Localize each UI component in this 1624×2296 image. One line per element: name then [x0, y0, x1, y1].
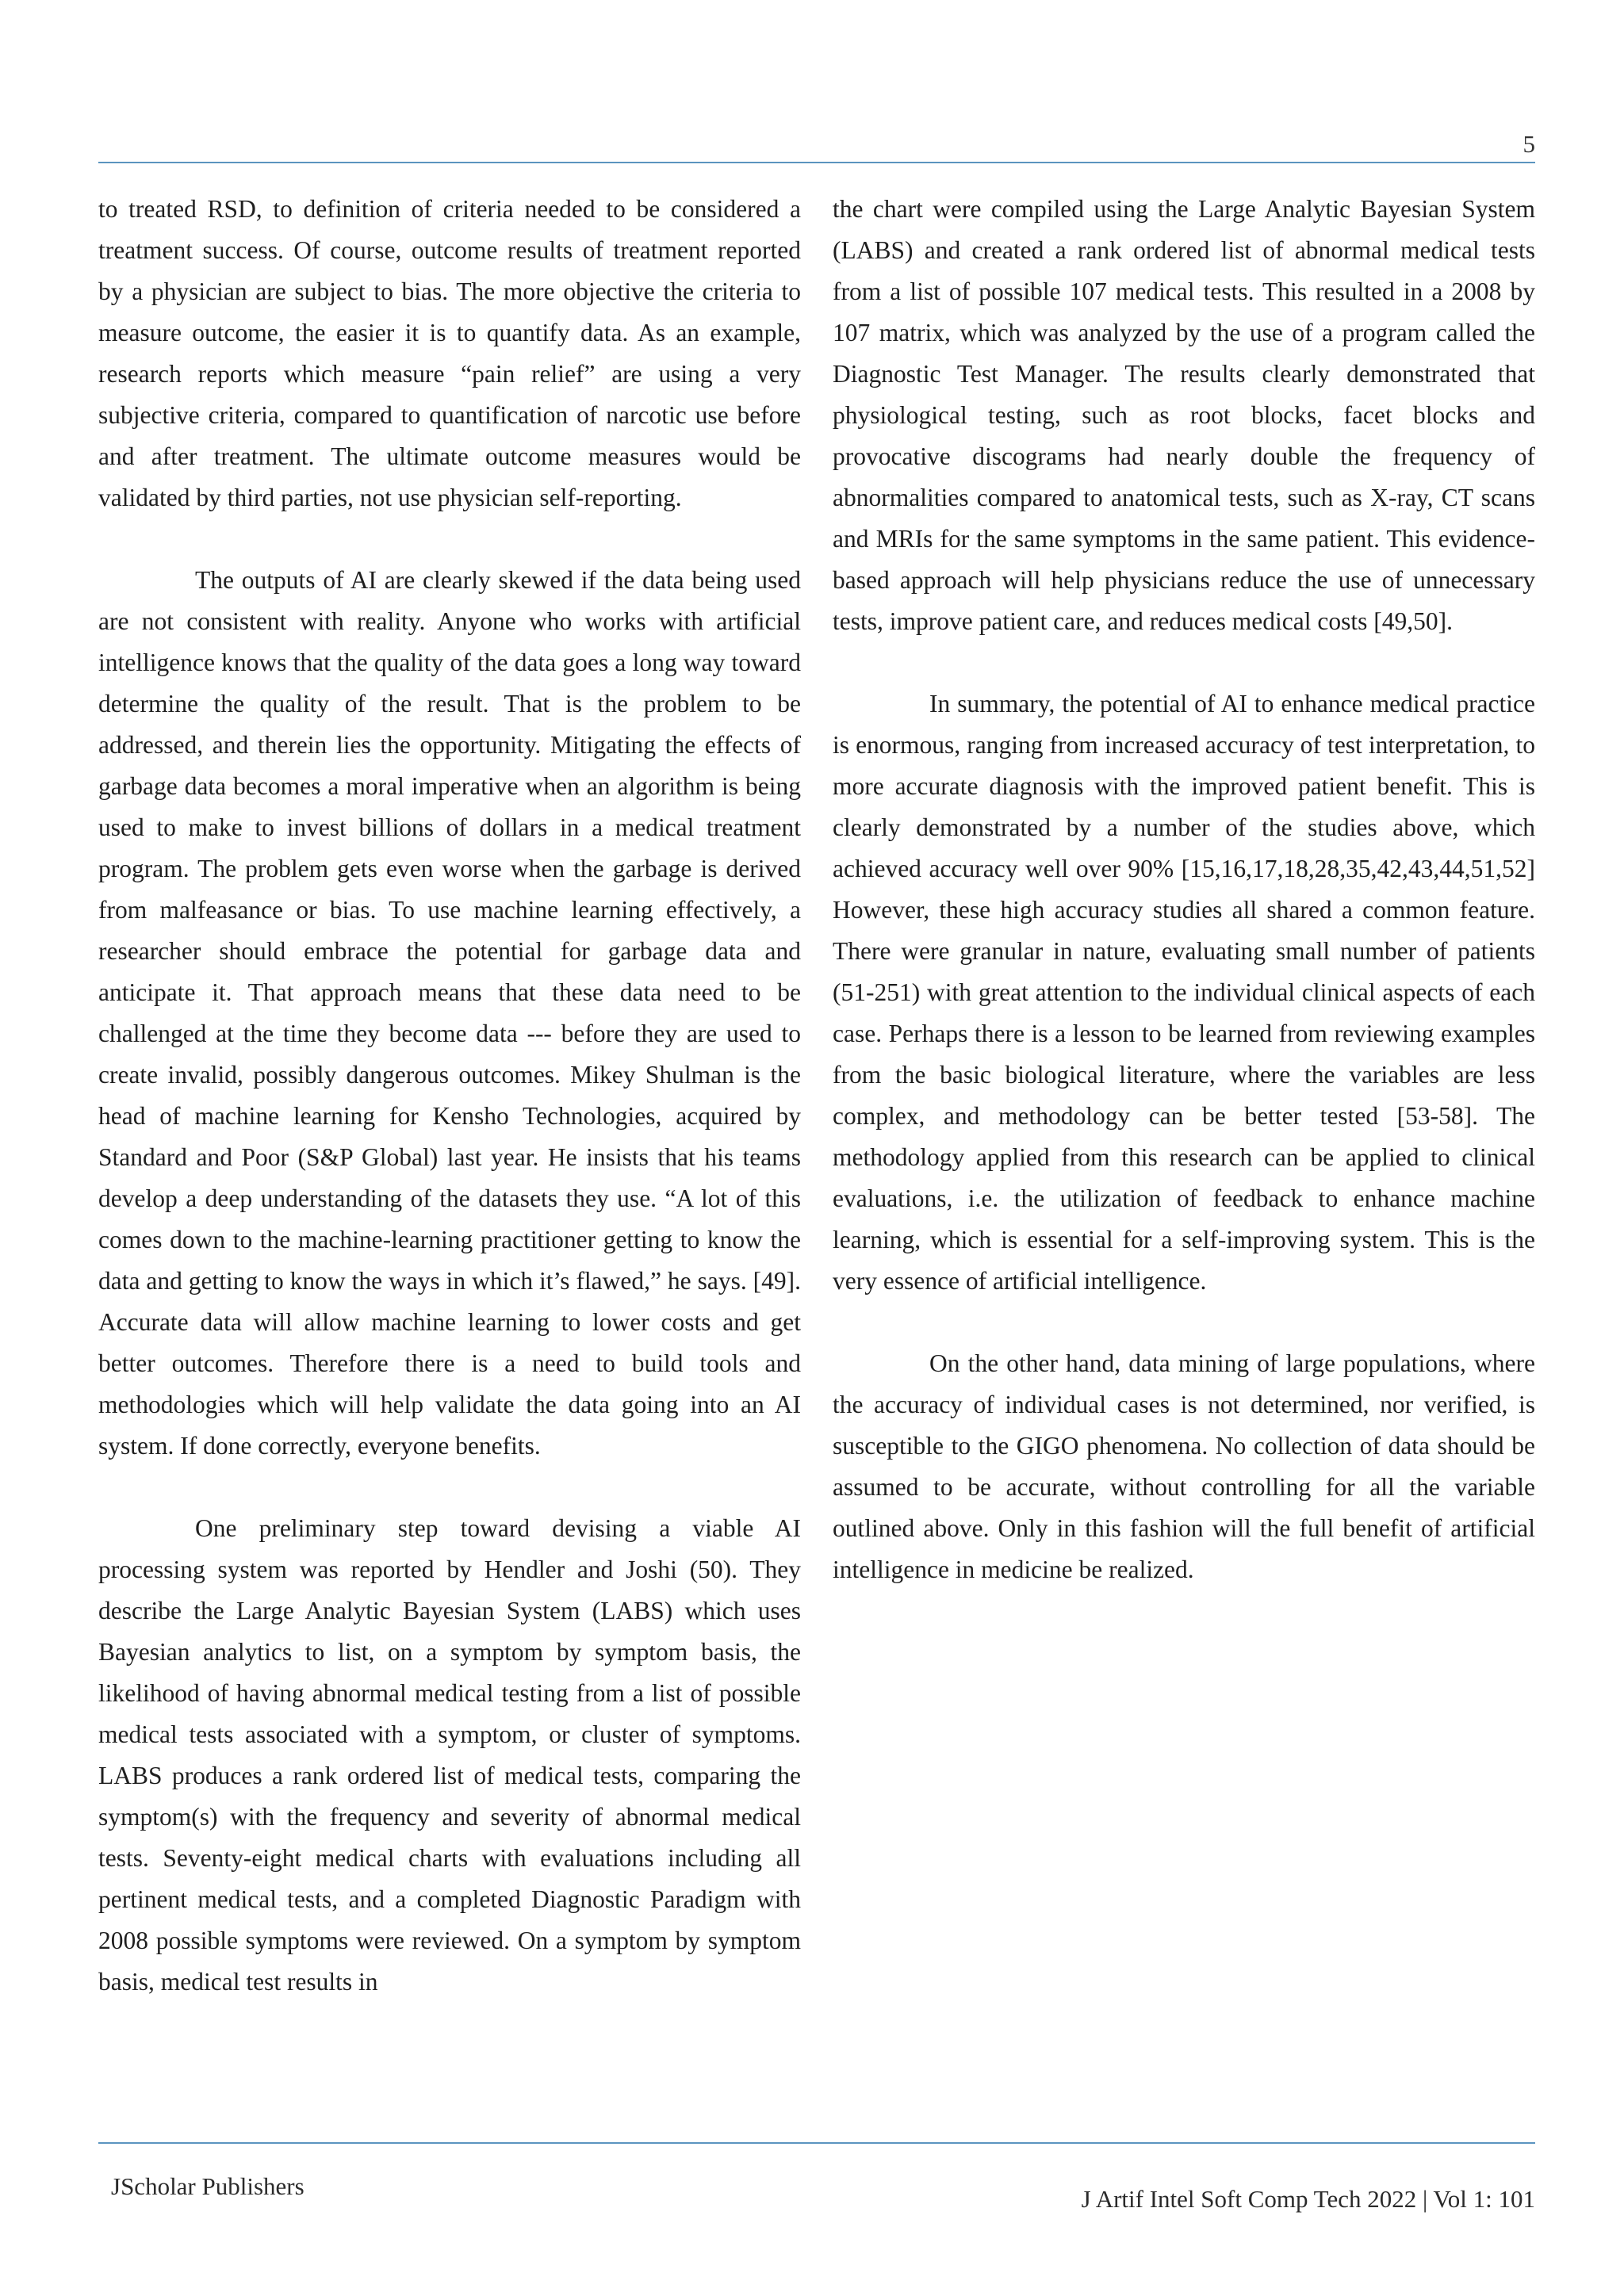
body-paragraph: to treated RSD, to definition of criteria needed to be considered a treatment success. Of course, outcome results of treatment reported by a physician are subject to bias. The more objective the criteria to measure outcome, the easier it is to quantify data. As an example, research reports which measure “pain relief” are using a very subjective criteria, compared to quantification of narcotic use before and after treatment. The ultimate outcome measures would be validated by third parties, not use physician self-reporting.	[98, 195, 801, 511]
body-paragraph: One preliminary step toward devising a viable AI processing system was reported by Hendler and Joshi (50). They describe the Large Analytic Bayesian System (LABS) which uses Bayesian analytics to list, on a symptom by symptom basis, the likelihood of having abnormal medical testing from a list of possible medical tests associated with a symptom, or cluster of symptoms. LABS produces a rank ordered list of medical tests, comparing the symptom(s) with the frequency and severity of abnormal medical tests. Seventy-eight medical charts with evaluations including all pertinent medical tests, and a completed Diagnostic Paradigm with 2008 possible symptoms were reviewed. On a symptom by symptom basis, medical test results in	[98, 1514, 801, 1996]
page-number: 5	[1522, 130, 1535, 158]
footer-rule	[98, 2142, 1535, 2144]
body-paragraph: In summary, the potential of AI to enhance medical practice is enormous, ranging from increased accuracy of test interpretation, to more accurate diagnosis with the improved patient benefit. This is clearly demonstrated by a number of the studies above, which achieved accuracy well over 90% [15,16,17,18,28,35,42,43,44,51,52] However, these high accuracy studies all shared a common feature. There were granular in nature, evaluating small number of patients (51-251) with great attention to the individual clinical aspects of each case. Perhaps there is a lesson to be learned from reviewing examples from the basic biological literature, where the variables are less complex, and methodology can be better tested [53-58]. The methodology applied from this research can be applied to clinical evaluations, i.e. the utilization of feedback to enhance machine learning, which is essential for a self-improving system. This is the very essence of artificial intelligence.	[833, 690, 1535, 1295]
body-paragraph: the chart were compiled using the Large Analytic Bayesian System (LABS) and created a rank ordered list of abnormal medical tests from a list of possible 107 medical tests. This resulted in a 2008 by 107 matrix, which was analyzed by the use of a program called the Diagnostic Test Manager. The results clearly demonstrated that physiological testing, such as root blocks, facet blocks and provocative discograms had nearly double the frequency of abnormalities compared to anatomical tests, such as X-ray, CT scans and MRIs for the same symptoms in the same patient. This evidence-based approach will help physicians reduce the use of unnecessary tests, improve patient care, and reduces medical costs [49,50].	[833, 195, 1535, 635]
footer-journal-citation: J Artif Intel Soft Comp Tech 2022 | Vol 1: 101	[1081, 2185, 1535, 2213]
right-column	[833, 189, 1535, 1590]
left-column	[98, 189, 801, 2003]
header-rule	[98, 162, 1535, 163]
footer-publisher: JScholar Publishers	[111, 2172, 304, 2200]
body-paragraph: The outputs of AI are clearly skewed if the data being used are not consistent with reality. Anyone who works with artificial intelligence knows that the quality of the data goes a long way toward determine the quality of the result. That is the problem to be addressed, and therein lies the opportunity. Mitigating the effects of garbage data becomes a moral imperative when an algorithm is being used to make to invest billions of dollars in a medical treatment program. The problem gets even worse when the garbage is derived from malfeasance or bias. To use machine learning effectively, a researcher should embrace the potential for garbage data and anticipate it. That approach means that these data need to be challenged at the time they become data --- before they are used to create invalid, possibly dangerous outcomes. Mikey Shulman is the head of machine learning for Kensho Technologies, acquired by Standard and Poor (S&P Global) last year. He insists that his teams develop a deep understanding of the datasets they use. “A lot of this comes down to the machine-learning practitioner getting to know the data and getting to know the ways in which it’s flawed,” he says. [49]. Accurate data will allow machine learning to lower costs and get better outcomes. Therefore there is a need to build tools and methodologies which will help validate the data going into an AI system. If done correctly, everyone benefits.	[98, 566, 801, 1460]
body-paragraph: On the other hand, data mining of large populations, where the accuracy of individual cases is not determined, nor verified, is susceptible to the GIGO phenomena. No collection of data should be assumed to be accurate, without controlling for all the variable outlined above. Only in this fashion will the full benefit of artificial intelligence in medicine be realized.	[833, 1349, 1535, 1583]
